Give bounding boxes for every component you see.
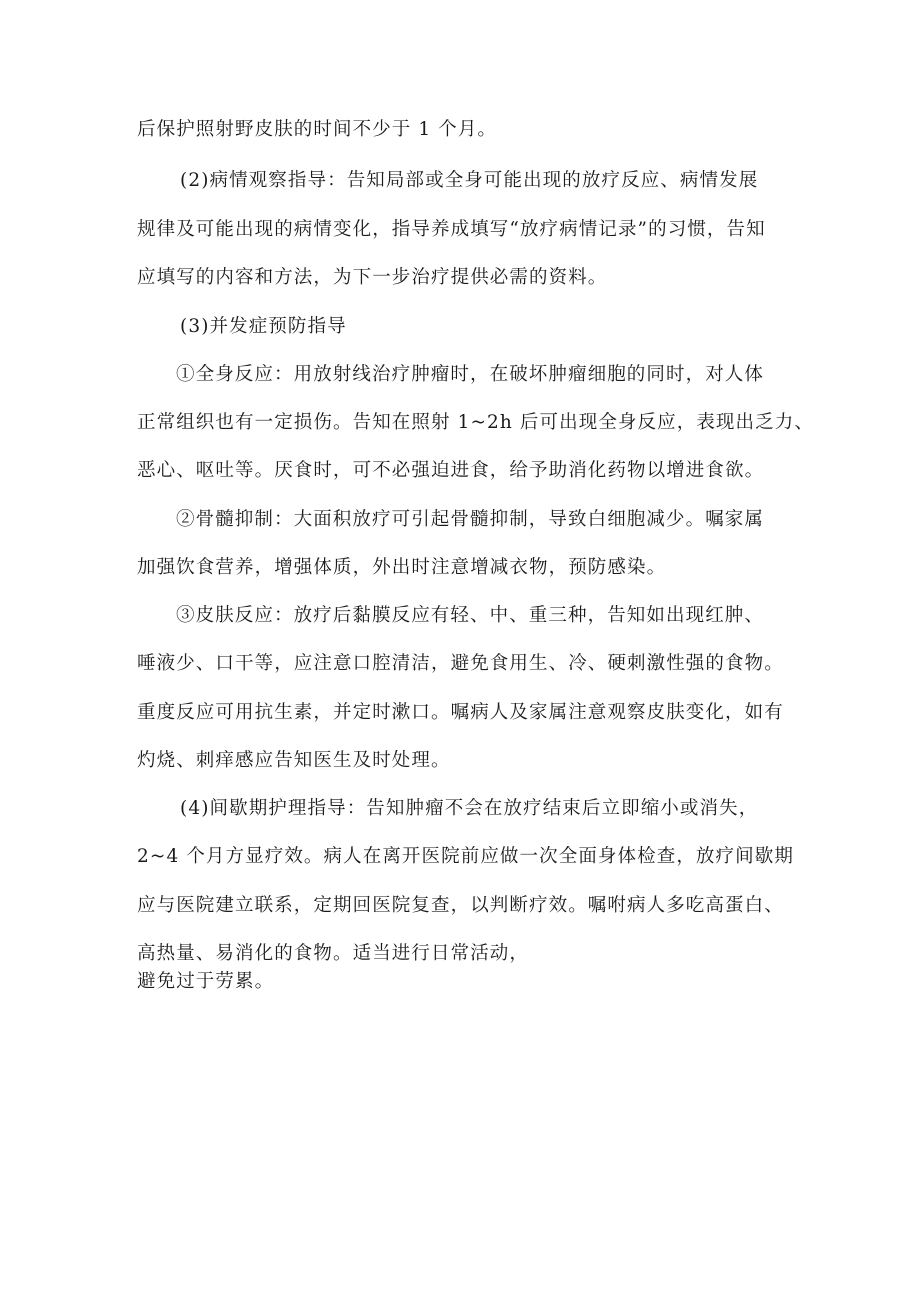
paragraph-line: ②骨髓抑制：大面积放疗可引起骨髓抑制，导致白细胞减少。嘱家属	[176, 509, 765, 530]
section-heading: (3)并发症预防指导	[180, 316, 347, 337]
paragraph-line: 2~4 个月方显疗效。病人在离开医院前应做一次全面身体检查，放疗间歇期	[137, 846, 794, 867]
paragraph-line: (4)间歇期护理指导：告知肿瘤不会在放疗结束后立即缩小或消失，	[180, 798, 759, 819]
paragraph-line: ①全身反应：用放射线治疗肿瘤时，在破坏肿瘤细胞的同时，对人体	[176, 364, 765, 385]
paragraph-line: 恶心、呕吐等。厌食时，可不必强迫进食，给予助消化药物以增进食欲。	[137, 460, 765, 481]
paragraph-line: 避免过于劳累。	[137, 971, 275, 992]
paragraph-line: 正常组织也有一定损伤。告知在照射 1~2h 后可出现全身反应，表现出乏力、	[137, 412, 814, 433]
paragraph-line: ③皮肤反应：放疗后黏膜反应有轻、中、重三种，告知如出现红肿、	[176, 605, 765, 626]
paragraph-line: 应填写的内容和方法，为下一步治疗提供必需的资料。	[137, 267, 608, 288]
paragraph-line: 重度反应可用抗生素，并定时漱口。嘱病人及家属注意观察皮肤变化，如有	[137, 702, 784, 723]
paragraph-line: 高热量、易消化的食物。适当进行日常活动，	[137, 943, 530, 964]
paragraph-line: 应与医院建立联系，定期回医院复查，以判断疗效。嘱咐病人多吃高蛋白、	[137, 895, 784, 916]
paragraph-line: (2)病情观察指导：告知局部或全身可能出现的放疗反应、病情发展	[180, 170, 759, 191]
paragraph-line: 灼烧、刺痒感应告知医生及时处理。	[137, 750, 451, 771]
paragraph-line: 加强饮食营养，增强体质，外出时注意增减衣物，预防感染。	[137, 557, 667, 578]
paragraph-line: 唾液少、口干等，应注意口腔清洁，避免食用生、冷、硬刺激性强的食物。	[137, 653, 784, 674]
paragraph-line: 规律及可能出现的病情变化，指导养成填写“放疗病情记录”的习惯，告知	[137, 219, 766, 240]
paragraph-line: 后保护照射野皮肤的时间不少于 1 个月。	[137, 119, 498, 140]
